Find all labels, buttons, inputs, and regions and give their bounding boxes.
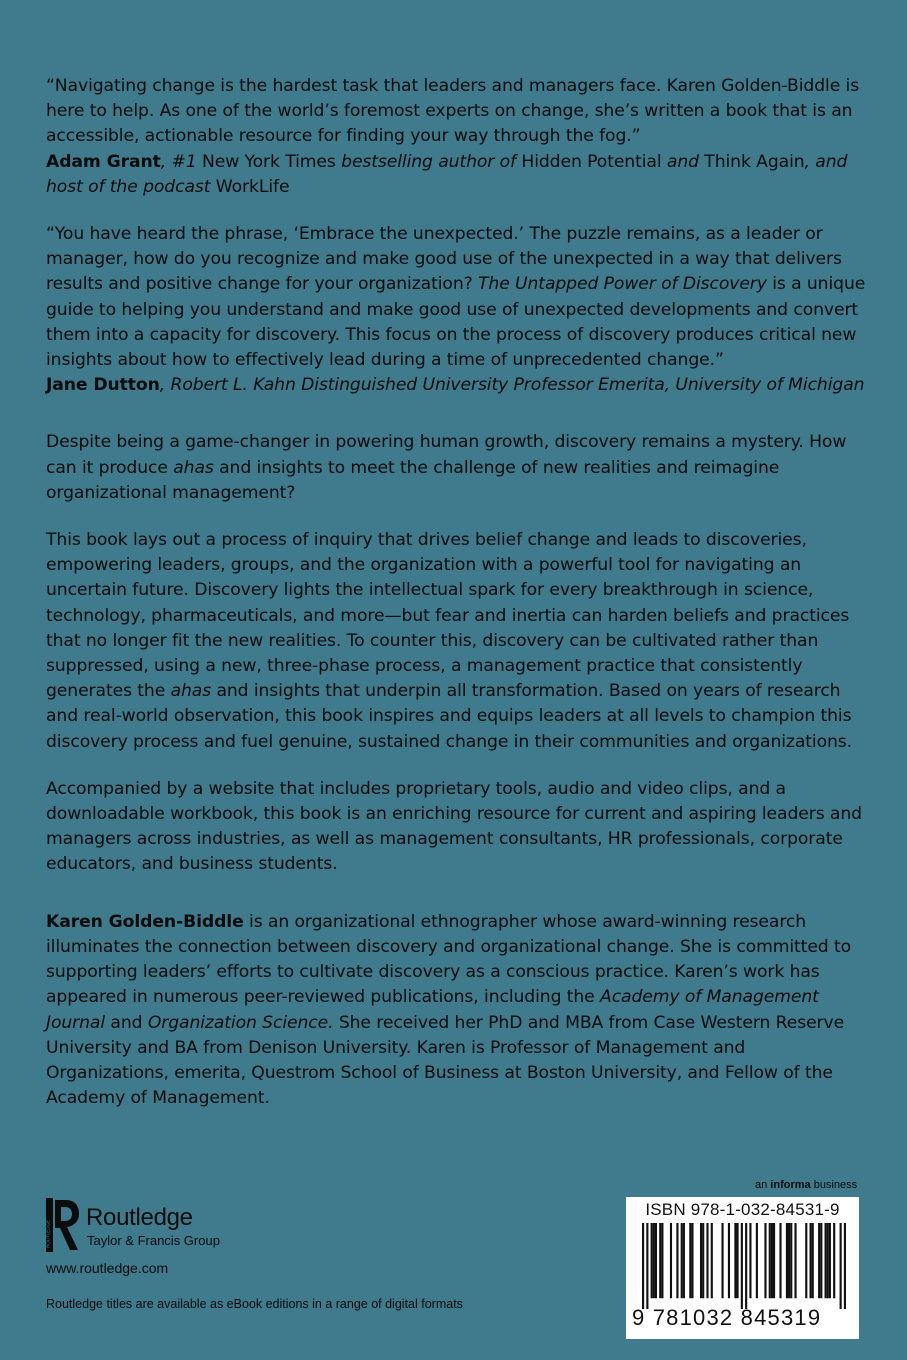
svg-text:ROUTLEDGE: ROUTLEDGE [46,1219,51,1248]
quote-adam-grant [46,74,866,200]
barcode-bar [818,1223,820,1298]
barcode-bar [844,1223,846,1309]
barcode-bar [646,1223,648,1309]
barcode-bar [745,1223,747,1309]
barcode-bar [676,1223,678,1298]
barcode-bar [827,1223,829,1298]
barcode-bar [670,1223,672,1298]
barcode-bars [642,1223,846,1309]
barcode-bar [794,1223,796,1298]
barcode-bar [659,1223,661,1298]
publisher-name: Routledge [86,1204,193,1231]
barcode-bar [721,1223,723,1298]
publisher-logo [46,1198,306,1258]
bio-name: Karen Golden-Biddle [46,911,244,932]
barcode-bar [681,1223,683,1298]
barcode-bar [833,1223,835,1298]
isbn-barcode [626,1197,859,1339]
informa-tagline: an informa business [755,1179,858,1191]
barcode-digits: 9 781032 845319 [632,1305,822,1330]
barcode-bar [661,1223,663,1298]
ebook-note: Routledge titles are available as eBook editions in a range of digital formats [46,1297,463,1311]
quote-attribution [46,150,866,200]
barcode-bar [642,1223,644,1309]
routledge-logo-icon [46,1198,80,1252]
barcode-bar [736,1223,738,1298]
barcode-bar [805,1223,807,1298]
barcode-bar [728,1223,730,1298]
barcode-bar [683,1223,685,1298]
barcode-bar [655,1223,657,1298]
barcode-bar [829,1223,831,1298]
barcode-bar [734,1223,736,1298]
barcode-bar [788,1223,790,1298]
author-bio: Karen Golden-Biddle is an organizational ethnographer whose award-winning research illuminates the connection between discovery and organizational change. She is committed to supporting leaders’ efforts to cultivate discovery as a conscious practice. Karen’s work has appeared in numerous peer-reviewed publications, including the Academy of Management Journal and Organization Science. She received her PhD and MBA from Case Western Reserve University and BA from Denison University. Karen is Professor of Management and Organizations, emerita, Questrom School of Business at Boston University, and Fellow of the Academy of Management. [46,911,852,1109]
barcode-bar [756,1223,758,1298]
barcode-bar [651,1223,653,1298]
quote-author: Adam Grant [46,151,161,172]
publisher-website: www.routledge.com [46,1260,169,1276]
quote-author: Jane Dutton [46,375,160,396]
quote-text: “Navigating change is the hardest task that leaders and managers face. Karen Golden-Biddle is here to help. As one of the world’s foremost experts on change, she’s written a book that is an accessible, actionable resource for finding your way through the fog.” [46,76,860,147]
description-p3: Accompanied by a website that includes proprietary tools, audio and video clips, and a downloadable workbook, this book is an enriching resource for current and aspiring leaders and managers across industries, as well as management consultants, HR professionals, corporate educators, and business students. [46,778,862,875]
isbn-label: ISBN 978-1-032-84531-9 [645,1200,840,1219]
barcode-bar [691,1223,693,1298]
barcode-bar [825,1223,827,1298]
quote-jane-dutton [46,222,866,398]
book-title: The Untapped Power of Discovery [478,274,767,295]
barcode-bar [749,1223,751,1298]
barcode-bar [779,1223,781,1298]
barcode-bar [711,1223,713,1298]
back-cover-text [46,74,866,1133]
barcode-bar [653,1223,655,1298]
description-p1: Despite being a game-changer in powering human growth, discovery remains a mystery. How can it produce ahas and insights to meet the challenge of new realities and reimagine organizational management? [46,432,847,503]
publisher-group: Taylor & Francis Group [87,1233,220,1248]
quote-text: “You have heard the phrase, ‘Embrace the unexpected.’ The puzzle remains, as a leader or manager, how do you recognize and make good use of the unexpected in a way that delivers results and positive change for your organization? The Untapped Power of Discovery is a unique guide to helping you understand and make good use of unexpected developments and convert them into a capacity for discovery. This focus on the process of discovery produces critical new insights about how to effectively lead during a time of unprecedented change.” [46,224,866,371]
barcode-bar [700,1223,702,1298]
barcode-bar [790,1223,792,1298]
barcode-bar [786,1223,788,1298]
barcode-bar [741,1223,743,1309]
barcode-bar [769,1223,771,1298]
attribution-text: , #1 New York Times bestselling author of Hidden Potential and Think Again, and host of the podcast WorkLife [46,151,848,197]
description-p2: This book lays out a process of inquiry that drives belief change and leads to discoveries, empowering leaders, groups, and the organization with a powerful tool for navigating an uncertain future. Discovery lights the intellectual spark for every breakthrough in science, technology, pharmaceuticals, and more—but fear and inertia can harden beliefs and practices that no longer fit the new realities. To counter this, discovery can be cultivated rather than suppressed, using a new, three-phase process, a management practice that consistently generates the ahas and insights that underpin all transformation. Based on years of research and real-world observation, this book inspires and equips leaders at all levels to champion this discovery process and fuel genuine, sustained change in their communities and organizations. [46,530,853,752]
barcode-bar [702,1223,704,1298]
barcode-bar [706,1223,708,1298]
barcode-bar [773,1223,775,1298]
barcode-bar [840,1223,842,1309]
barcode-bar [809,1223,811,1298]
barcode-bar [764,1223,766,1298]
barcode-bar [820,1223,822,1298]
barcode-bar [812,1223,814,1298]
attribution-text: , Robert L. Kahn Distinguished University Professor Emerita, University of Michigan [159,375,865,396]
barcode-bar [771,1223,773,1298]
barcode-bar [689,1223,691,1298]
quote-attribution [46,373,866,398]
